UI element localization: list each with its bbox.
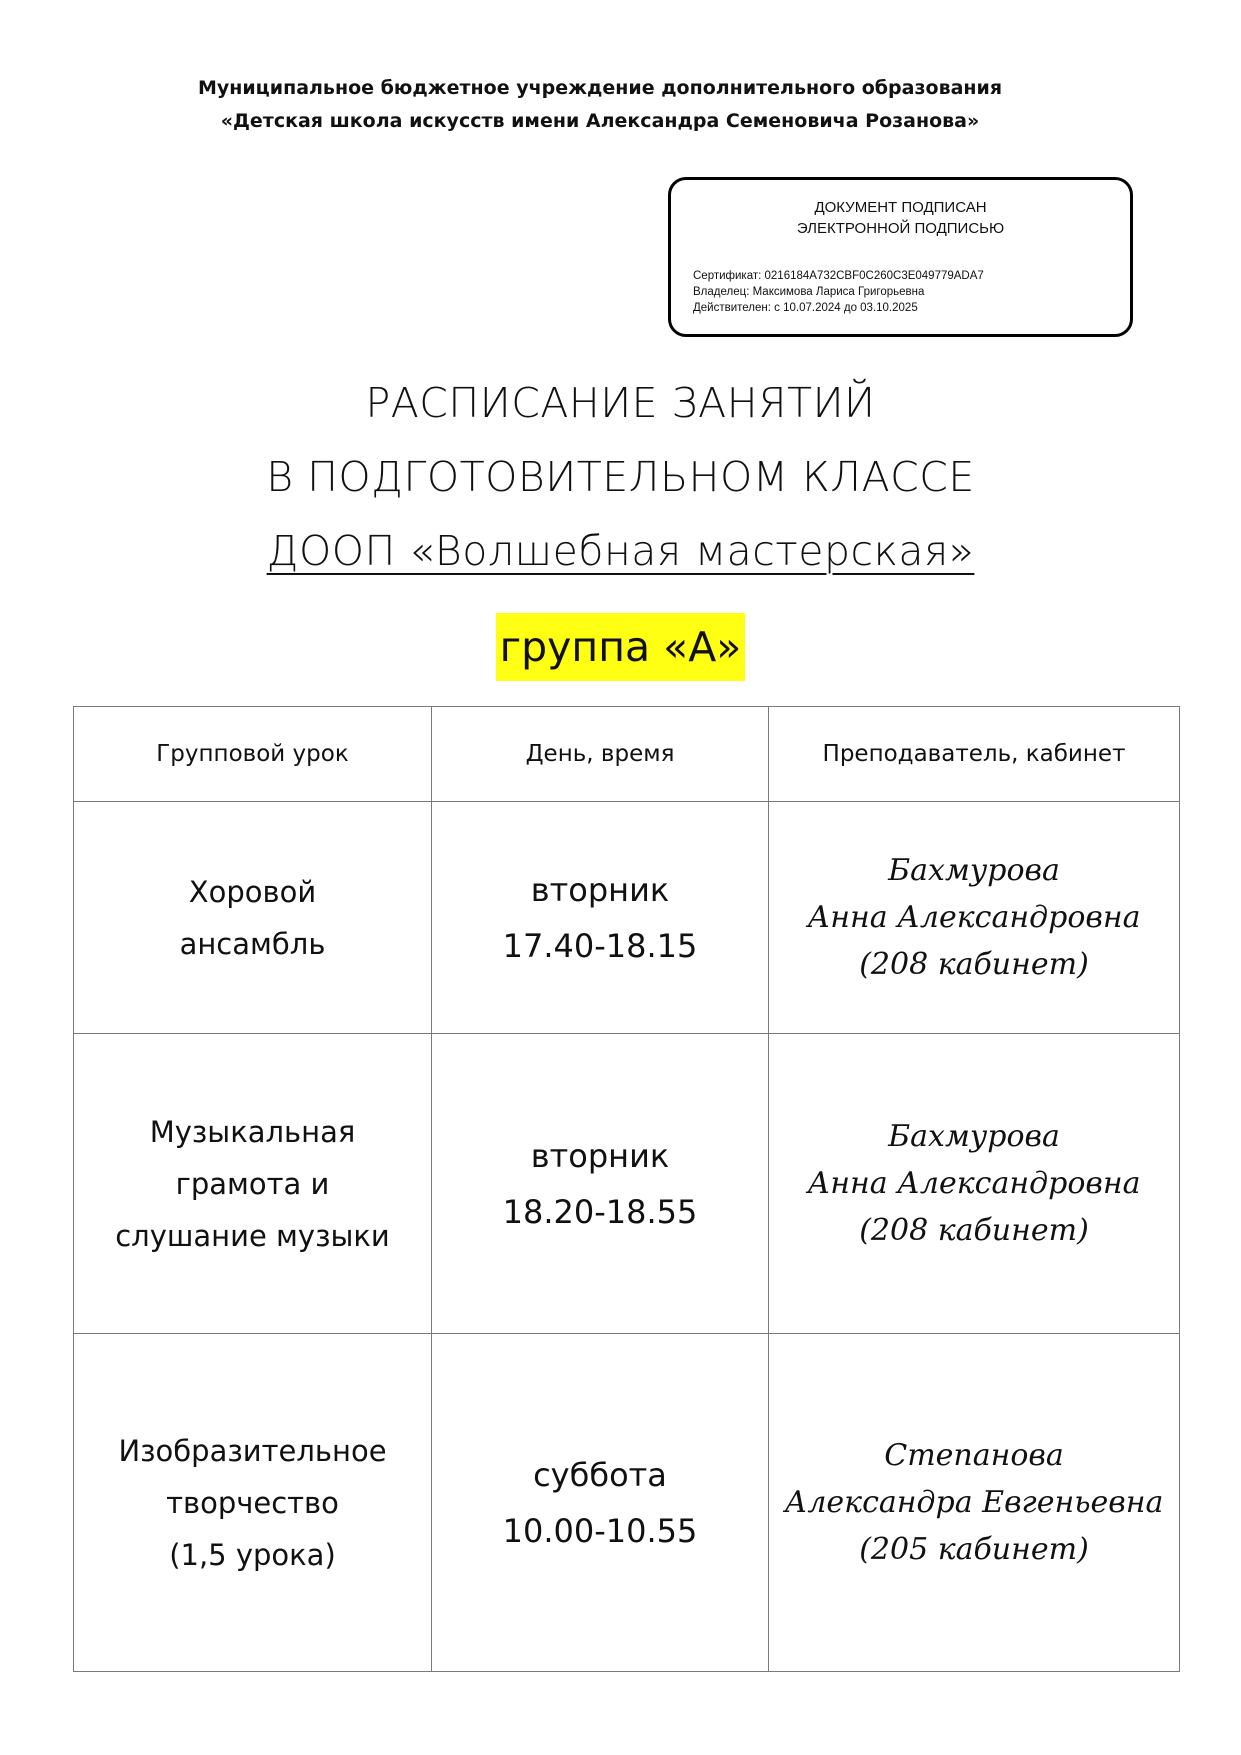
lesson-line: слушание музыки	[115, 1218, 390, 1253]
institution-line-1: Муниципальное бюджетное учреждение дополнительного образования	[197, 77, 1003, 99]
signature-heading-line-2: ЭЛЕКТРОННОЙ ПОДПИСЬЮ	[796, 220, 1005, 237]
signature-validity: Действителен: с 10.07.2024 до 03.10.2025	[693, 302, 918, 314]
room: (205 кабинет)	[859, 1532, 1089, 1567]
lesson-cell	[74, 802, 432, 1034]
program-name: ДООП «Волшебная мастерская»	[266, 527, 975, 575]
room: (208 кабинет)	[859, 1213, 1089, 1248]
day-time-cell	[432, 1334, 769, 1672]
title-line-3	[0, 514, 1241, 588]
lesson-line: творчество	[166, 1485, 339, 1520]
lesson-line: грамота и	[175, 1166, 330, 1201]
header-day-time: День, время	[432, 707, 769, 802]
group-label-container	[0, 613, 1241, 681]
signature-certificate: Сертификат: 0216184A732CBF0C260C3E049779ADA7	[693, 270, 984, 282]
header-teacher-room: Преподаватель, кабинет	[769, 707, 1180, 802]
signature-heading-line-1: ДОКУМЕНТ ПОДПИСАН	[814, 199, 987, 216]
document-title	[0, 366, 1241, 588]
time: 18.20-18.55	[502, 1192, 698, 1231]
title-line-2: В ПОДГОТОВИТЕЛЬНОМ КЛАССЕ	[266, 453, 975, 501]
lesson-cell	[74, 1034, 432, 1334]
table-header-row	[74, 707, 1180, 802]
day: вторник	[530, 870, 670, 909]
table-row	[74, 802, 1180, 1034]
institution-line-2: «Детская школа искусств имени Александра Семеновича Розанова»	[220, 110, 980, 132]
teacher-name: Анна Александровна	[807, 1166, 1141, 1201]
teacher-name: Анна Александровна	[807, 900, 1141, 935]
signature-heading	[671, 197, 1130, 239]
teacher-surname: Степанова	[884, 1438, 1064, 1473]
signature-details	[693, 268, 984, 316]
day-time-cell	[432, 1034, 769, 1334]
teacher-cell	[769, 1334, 1180, 1672]
lesson-line: Музыкальная	[149, 1114, 356, 1149]
lesson-line: Хоровой	[188, 874, 317, 909]
day: вторник	[530, 1136, 670, 1175]
table-row	[74, 1034, 1180, 1334]
teacher-cell	[769, 1034, 1180, 1334]
electronic-signature-stamp	[668, 177, 1133, 337]
signature-owner: Владелец: Максимова Лариса Григорьевна	[693, 286, 925, 298]
lesson-line: ансамбль	[179, 926, 326, 961]
teacher-name: Александра Евгеньевна	[784, 1485, 1164, 1520]
header-lesson: Групповой урок	[74, 707, 432, 802]
teacher-surname: Бахмурова	[888, 1119, 1060, 1154]
day-time-cell	[432, 802, 769, 1034]
title-line-1: РАСПИСАНИЕ ЗАНЯТИЙ	[365, 379, 876, 427]
day: суббота	[533, 1455, 667, 1494]
lesson-cell	[74, 1334, 432, 1672]
room: (208 кабинет)	[859, 947, 1089, 982]
time: 17.40-18.15	[502, 926, 698, 965]
time: 10.00-10.55	[502, 1511, 698, 1550]
lesson-line: (1,5 урока)	[169, 1537, 336, 1572]
schedule-table	[73, 706, 1180, 1672]
group-label: группа «А»	[496, 613, 746, 681]
teacher-cell	[769, 802, 1180, 1034]
table-row	[74, 1334, 1180, 1672]
teacher-surname: Бахмурова	[888, 853, 1060, 888]
lesson-line: Изобразительное	[118, 1433, 387, 1468]
institution-name	[0, 72, 1200, 138]
